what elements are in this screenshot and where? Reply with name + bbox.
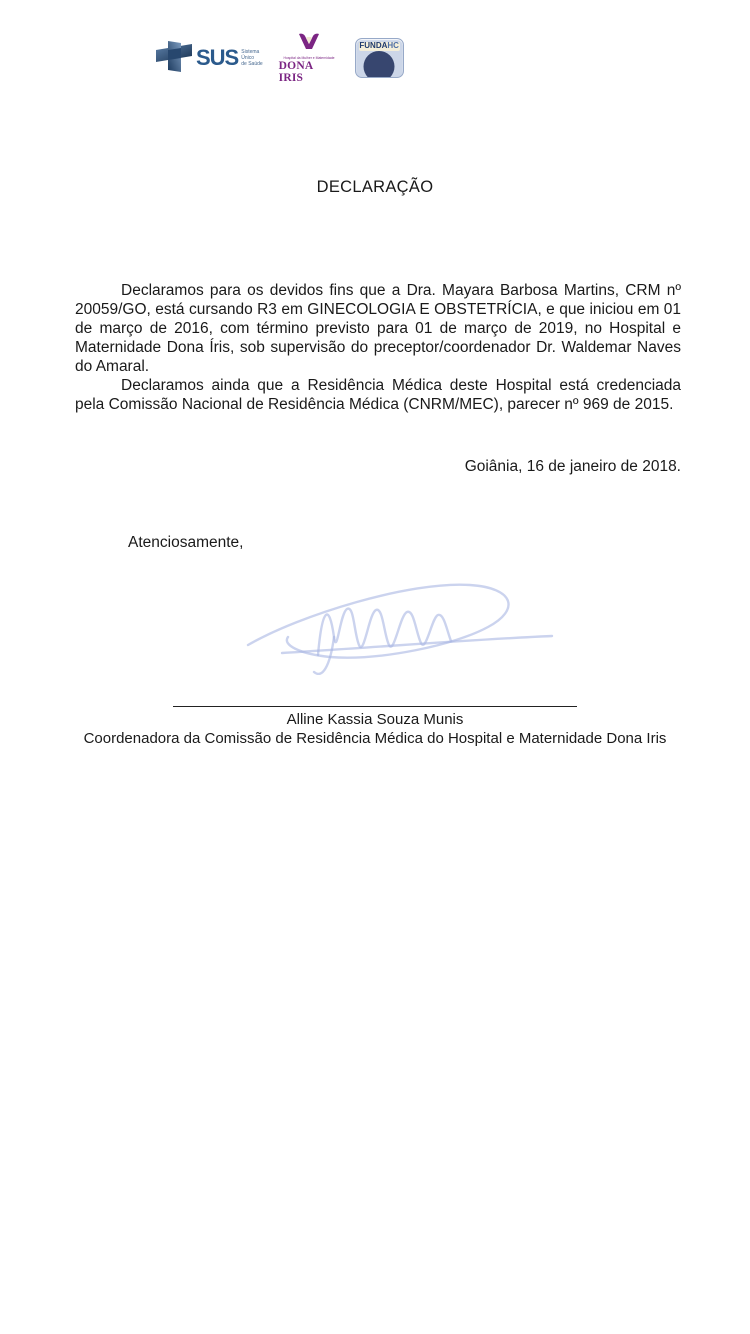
sus-logo-acronym: SUS	[196, 45, 239, 70]
fundahc-wordmark-funda: FUNDA	[359, 41, 388, 50]
sus-logo	[155, 39, 263, 78]
fundahc-logo	[355, 38, 404, 78]
fundahc-dome-icon	[364, 51, 395, 78]
dona-iris-wordmark: DONA IRIS	[278, 59, 313, 84]
closing-salutation: Atenciosamente,	[128, 534, 244, 551]
document-body	[75, 281, 681, 414]
paragraph-accreditation: Declaramos ainda que a Residência Médica deste Hospital está credenciada pela Comissão Nacional de Residência Médica (CNRM/MEC), parecer nº 969 de 2015.	[75, 377, 681, 413]
sus-subtitle-line: de Saúde	[241, 61, 263, 67]
sus-subtitle-line: Sistema	[241, 49, 260, 55]
date-line: Goiânia, 16 de janeiro de 2018.	[464, 458, 681, 475]
sus-cross-icon	[155, 39, 193, 78]
page-title: DECLARAÇÃO	[316, 178, 434, 196]
signature-line	[173, 706, 577, 707]
handwritten-signature	[230, 575, 560, 675]
sus-subtitle-line: Único	[241, 55, 255, 61]
signatory-name: Alline Kassia Souza Munis	[286, 711, 464, 728]
dona-iris-tagline: Hospital da Mulher e Maternidade	[283, 54, 335, 60]
signatory-role: Coordenadora da Comissão de Residência Médica do Hospital e Maternidade Dona Iris	[83, 730, 667, 747]
fundahc-wordmark-hc: HC	[387, 41, 399, 50]
fundahc-wordmark	[356, 41, 403, 50]
tulip-icon	[298, 33, 320, 55]
dona-iris-logo	[279, 33, 339, 84]
sus-logo-subtitle	[241, 49, 262, 67]
paragraph-residency-declaration: Declaramos para os devidos fins que a Dra. Mayara Barbosa Martins, CRM nº 20059/GO, está cursando R3 em GINECOLOGIA E OBSTETRÍCIA, e que iniciou em 01 de março de 2016, com término previsto para 01 de março de 2019, no Hospital e Maternidade Dona Íris, sob supervisão do preceptor/coordenador Dr. Waldemar Naves do Amaral.	[75, 282, 681, 375]
header-logos	[155, 38, 404, 84]
signatory-block	[0, 706, 750, 748]
